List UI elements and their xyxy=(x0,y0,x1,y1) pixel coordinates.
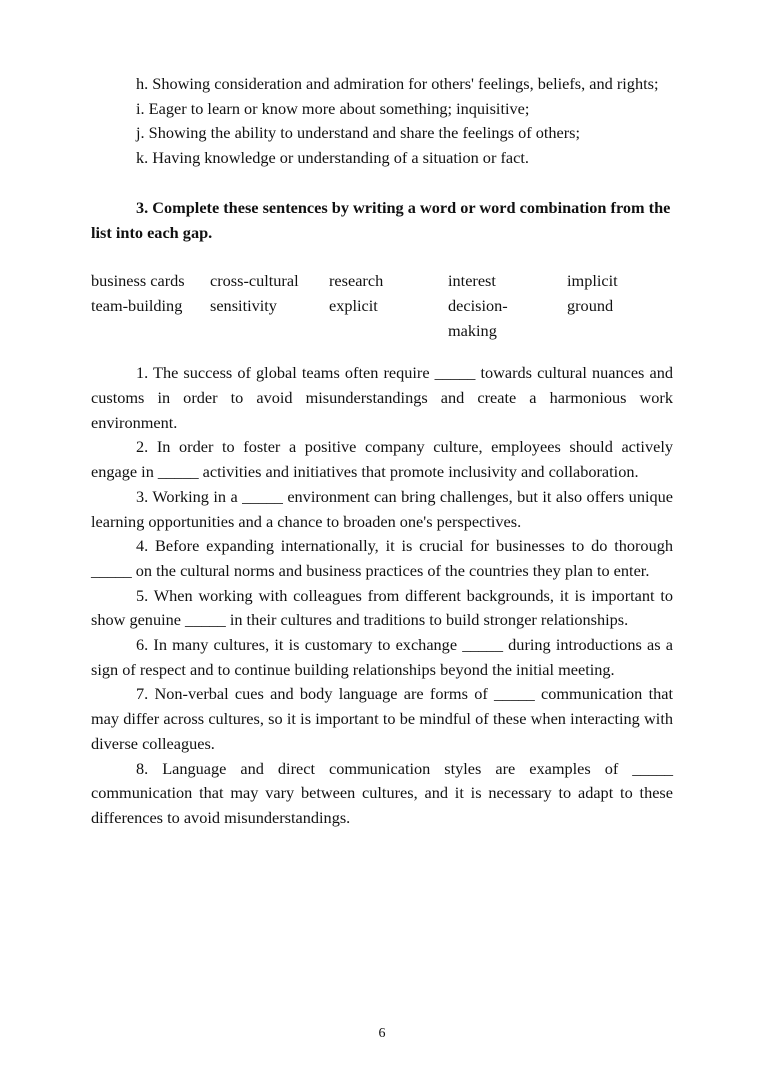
word-list-item: research xyxy=(329,271,384,291)
sentence-5: 5. When working with colleagues from different backgrounds, it is important to show genuine _____ in their cultures and traditions to build stronger relationships. xyxy=(91,585,673,630)
word-list-item: explicit xyxy=(329,295,378,315)
sentence-2: 2. In order to foster a positive company culture, employees should actively engage in _____ activities and initiatives that promote inclusivity and collaboration. xyxy=(91,437,673,482)
word-list-item: making xyxy=(448,320,497,340)
page-content xyxy=(91,72,673,831)
task-3-heading: 3. Complete these sentences by writing a word or word combination from the list into each gap. xyxy=(91,197,671,242)
sentence-8: 8. Language and direct communication styles are examples of _____ communication that may vary between cultures, and it is necessary to adapt to these differences to avoid misunderstandings. xyxy=(91,758,673,827)
definition-h: h. Showing consideration and admiration for others' feelings, beliefs, and rights; xyxy=(136,74,659,93)
page-number: 6 xyxy=(378,1026,386,1041)
sentence-7: 7. Non-verbal cues and body language are forms of _____ communication that may differ across cultures, so it is important to be mindful of these when interacting with diverse colleagues. xyxy=(91,684,673,753)
sentence-3: 3. Working in a _____ environment can bring challenges, but it also offers unique learning opportunities and a chance to broaden one's perspectives. xyxy=(91,486,673,531)
definition-j: j. Showing the ability to understand and share the feelings of others; xyxy=(136,123,581,143)
word-list-item: team-building xyxy=(91,295,183,315)
sentence-4: 4. Before expanding internationally, it is crucial for businesses to do thorough _____ on the cultural norms and business practices of the countries they plan to enter. xyxy=(91,536,673,580)
word-list-item: decision- xyxy=(448,295,508,315)
word-list-item: business cards xyxy=(91,271,185,291)
word-list-item: cross-cultural xyxy=(210,271,299,291)
word-list-item: sensitivity xyxy=(210,295,277,315)
definition-k: k. Having knowledge or understanding of a situation or fact. xyxy=(136,148,529,168)
word-list-item: implicit xyxy=(567,271,618,291)
word-list-item xyxy=(567,319,673,344)
sentence-6: 6. In many cultures, it is customary to exchange _____ during introductions as a sign of respect and to continue building relationships beyond the initial meeting. xyxy=(91,635,673,679)
word-list-item xyxy=(329,319,448,344)
sentence-1: 1. The success of global teams often require _____ towards cultural nuances and customs in order to avoid misunderstandings and create a harmonious work environment. xyxy=(91,363,673,432)
word-list-table xyxy=(91,269,673,343)
word-list-item: interest xyxy=(448,271,496,291)
word-list-item: ground xyxy=(567,295,614,315)
word-list-item xyxy=(91,319,210,344)
sentence-list xyxy=(91,361,673,830)
word-list-item xyxy=(210,319,329,344)
definition-i: i. Eager to learn or know more about something; inquisitive; xyxy=(136,98,530,118)
definitions-list xyxy=(91,72,673,171)
